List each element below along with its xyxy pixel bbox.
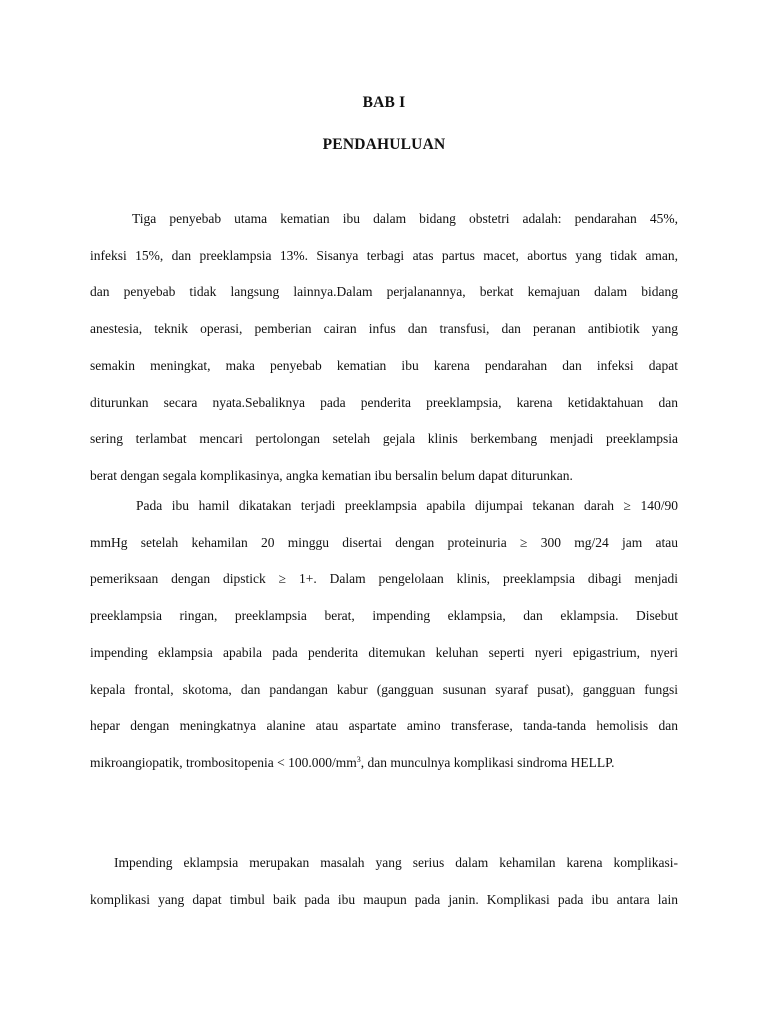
text-line: infeksi 15%, dan preeklampsia 13%. Sisanya terbagi atas partus macet, abortus yang tidak aman, bbox=[90, 247, 678, 263]
chapter-title: PENDAHULUAN bbox=[322, 136, 446, 153]
text-segment: , dan munculnya komplikasi sindroma HELLP. bbox=[360, 754, 615, 770]
text-line: sering terlambat mencari pertolongan setelah gejala klinis berkembang menjadi preeklampsia bbox=[90, 431, 678, 447]
text-line: Impending eklampsia merupakan masalah yang serius dalam kehamilan karena komplikasi- bbox=[114, 855, 678, 870]
text-line: kepala frontal, skotoma, dan pandangan kabur (gangguan susunan syaraf pusat), gangguan fungsi bbox=[90, 681, 678, 697]
text-line: Pada ibu hamil dikatakan terjadi preeklampsia apabila dijumpai tekanan darah ≥ 140/90 bbox=[136, 498, 678, 513]
text-line: mmHg setelah kehamilan 20 minggu disertai dengan proteinuria ≥ 300 mg/24 jam atau bbox=[90, 534, 678, 550]
text-line: anestesia, teknik operasi, pemberian cairan infus dan transfusi, dan peranan antibiotik yang bbox=[90, 321, 678, 337]
text-line: preeklampsia ringan, preeklampsia berat, impending eklampsia, dan eklampsia. Disebut bbox=[90, 608, 678, 624]
text-line: hepar dengan meningkatnya alanine atau aspartate amino transferase, tanda-tanda hemolisis dan bbox=[90, 718, 678, 734]
paragraph-3 bbox=[90, 854, 678, 927]
chapter-heading: BAB I bbox=[362, 94, 406, 111]
text-line: berat dengan segala komplikasinya, angka kematian ibu bersalin belum dapat diturunkan. bbox=[90, 467, 573, 483]
text-line bbox=[90, 754, 678, 772]
text-line: semakin meningkat, maka penyebab kematian ibu karena pendarahan dan infeksi dapat bbox=[90, 357, 678, 373]
text-line: komplikasi yang dapat timbul baik pada ibu maupun pada janin. Komplikasi pada ibu antara lain bbox=[90, 891, 678, 907]
superscript: 3 bbox=[356, 754, 361, 764]
text-line: impending eklampsia apabila pada penderita ditemukan keluhan seperti nyeri epigastrium, nyeri bbox=[90, 644, 678, 660]
text-segment: mikroangiopatik, trombositopenia < 100.000/mm bbox=[90, 754, 357, 770]
paragraph-1 bbox=[90, 210, 678, 504]
paragraph-2 bbox=[90, 497, 678, 791]
text-line: pemeriksaan dengan dipstick ≥ 1+. Dalam pengelolaan klinis, preeklampsia dibagi menjadi bbox=[90, 571, 678, 587]
text-line: diturunkan secara nyata.Sebaliknya pada penderita preeklampsia, karena ketidaktahuan dan bbox=[90, 394, 678, 410]
text-line: Tiga penyebab utama kematian ibu dalam bidang obstetri adalah: pendarahan 45%, bbox=[132, 211, 678, 226]
text-line: dan penyebab tidak langsung lainnya.Dalam perjalanannya, berkat kemajuan dalam bidang bbox=[90, 284, 678, 300]
